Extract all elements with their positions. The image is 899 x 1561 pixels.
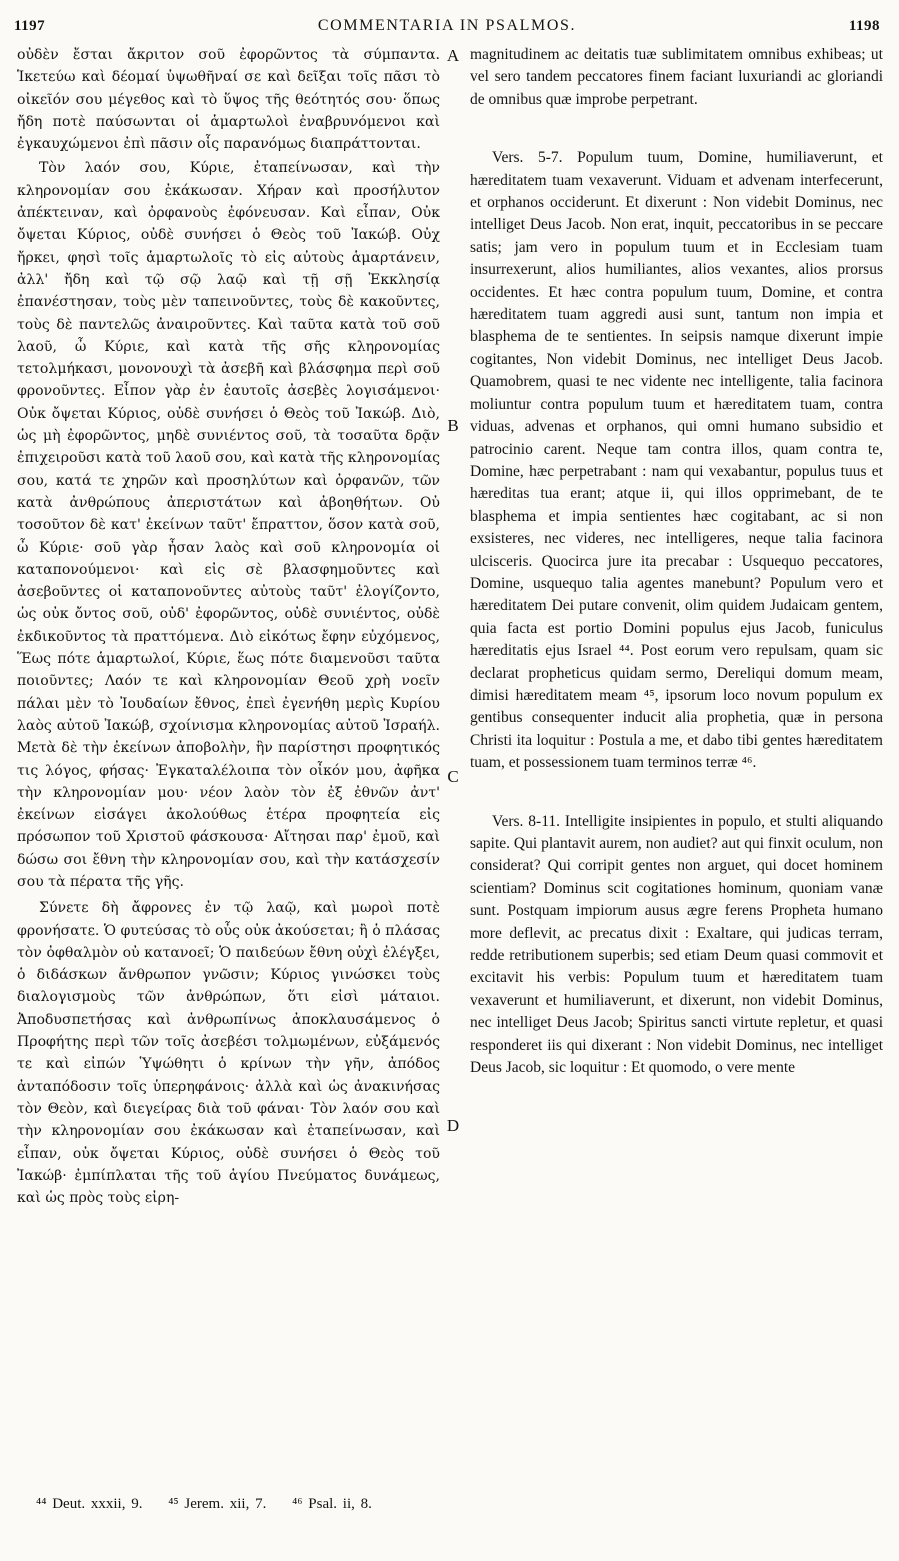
- page-number-right: 1198: [848, 18, 880, 34]
- page-header: [14, 14, 880, 40]
- footnote-44: ⁴⁴ Deut. xxxii, 9.: [36, 1496, 143, 1512]
- footnote-46: ⁴⁶ Psal. ii, 8.: [292, 1496, 372, 1512]
- latin-paragraph-1: magnitudinem ac deitatis tuæ sublimitatem omnibus exhibeas; ut vel sero tandem peccatores finem faciant luxuriandi ac gloriandi de omnibus quæ improbe perpetrant.: [470, 46, 883, 108]
- margin-marker-b: B: [447, 416, 459, 435]
- page-number-left: 1197: [14, 18, 46, 34]
- footnote-45: ⁴⁵ Jerem. xii, 7.: [168, 1496, 267, 1512]
- greek-paragraph-3: Σύνετε δὴ ἄφρονες ἐν τῷ λαῷ, καὶ μωροὶ ποτὲ φρονήσατε. Ὁ φυτεύσας τὸ οὖς οὐκ ἀκούσεται; ἢ ὁ πλάσας τὸν ὀφθαλμὸν οὐ κατανοεῖ; Ὁ παιδεύων ἔθνη οὐχὶ ἐλέγξει, ὁ διδάσκων ἄνθρωπον γνῶσιν; Κύριος γινώσκει τοὺς διαλογισμοὺς τῶν ἀνθρώπων, ὅτι εἰσὶ μάταιοι. Ἀποδυσπετήσας καὶ ἀνθρωπίνως ἀποκλαυσάμενος ὁ Προφήτης περὶ τῶν τοῖς ἀσεβέσι τολμωμένων, εὐξάμενός τε καὶ εἰπών Ὑψώθητι ὁ κρίνων τὴν γῆν, ἀπόδος ἀνταπόδοσιν τοῖς ὑπερηφάνοις· ἀλλὰ καὶ ὡς ἀνακινήσας τὸν Θεὸν, καὶ διεγείρας διὰ τοῦ φάναι· Τὸν λαόν σου καὶ τὴν κληρονομίαν σου ἐκάκωσαν καὶ ἐταπείνωσαν, καὶ εἶπαν, οὐκ ὄψεται Κύριος, οὐδὲ συνήσει ὁ Θεὸς τοῦ Ἰακώβ· ἐμπίπλαται τῆς τοῦ ἁγίου Πνεύματος δυνάμεως, καὶ ὡς πρὸς τοὺς εἰρη-: [17, 900, 440, 1207]
- greek-paragraph-2: Τὸν λαόν σου, Κύριε, ἐταπείνωσαν, καὶ τὴν κληρονομίαν σου ἐκάκωσαν. Χήραν καὶ προσήλυτον ἀπέκτειναν, καὶ ὀρφανοὺς ἐφόνευσαν. Καὶ εἶπαν, Οὐκ ὄψεται Κύριος, οὐδὲ συνήσει ὁ Θεὸς τοῦ Ἰακώβ. Οὐχ ἤρκει, φησὶ τοῖς ἁμαρτωλοῖς τὸ εἰς αὐτοὺς ἁμαρτάνειν, ἀλλ' ἤδη καὶ τῷ σῷ λαῷ καὶ τῇ σῇ Ἐκκλησίᾳ ἐπανέστησαν, τοὺς μὲν ταπεινοῦντες, τοὺς δὲ κακοῦντες, τοὺς δὲ παντελῶς ἀναιροῦντες. Καὶ ταῦτα κατὰ τοῦ σοῦ λαοῦ, ὦ Κύριε, καὶ κατὰ τῆς σῆς κληρονομίας τετολμήκασι, μονονουχὶ τὰ ἀσεβῆ καὶ βλάσφημα περὶ σοῦ φρονοῦντες. Εἶπον γὰρ ἐν ἑαυτοῖς ἀσεβὲς λογισάμενοι· Οὐκ ὄψεται Κύριος, οὐδὲ συνήσει ὁ Θεὸς τοῦ Ἰακώβ. Διὸ, ὡς μὴ ἐφορῶντος, μηδὲ συνιέντος σοῦ, τὰ τοσαῦτα δρᾷν ἐπιχειροῦσι κατὰ τοῦ λαοῦ σου, καὶ κατὰ τῆς κληρονομίας σου, κατά τε χηρῶν καὶ προσηλύτων καὶ ὀρφανῶν, τῶν κατὰ ἀνθρώπους ἀπεριστάτων καὶ ἀβοηθήτων. Οὐ τοσοῦτον δὲ κατ' ἐκείνων ταῦτ' ἔπραττον, ὅσον κατὰ σοῦ, ὦ Κύριε· σοῦ γὰρ ἦσαν λαὸς καὶ σοῦ κληρονομία οἱ καταπονούμενοι· καὶ εἰς σὲ βλασφημοῦντες καὶ ἀσεβοῦντες οἱ καταπονοῦντες αὐτοὺς ταῦτ' ἐλογίζοντο, ὡς οὐκ ὄντος σοῦ, οὐδ' ἐφορῶντος, οὐδὲ συνιέντος, οὐδὲ ἐκδικοῦντος τὰ πραττόμενα. Διὸ εἰκότως ἔφην εὐχόμενος, Ἕως πότε ἁμαρτωλοί, Κύριε, ἕως πότε διαμενοῦσι ταῦτα ποιοῦντες; Λαόν τε καὶ κληρονομίαν Θεοῦ χρὴ νοεῖν πάλαι μὲν τὸ Ἰουδαίων ἔθνος, ἐπεὶ ἐγενήθη μερὶς Κυρίου λαὸς αὐτοῦ Ἰακώβ, σχοίνισμα κληρονομίας αὐτοῦ Ἰσραήλ. Μετὰ δὲ τὴν ἐκείνων ἀποβολὴν, ἣν παρίστησι προφητικός τις λόγος, φήσας· Ἐγκαταλέλοιπα τὸν οἶκόν μου, ἀφῆκα τὴν κληρονομίαν μου· νέον λαὸν τὸν ἐξ ἐθνῶν ἀντ' ἐκείνων εἰσάγει ἀκολούθως ἑτέρα προφητεία εἰς πρόσωπον τοῦ Χριστοῦ φάσκουσα· Αἴτησαι παρ' ἐμοῦ, καὶ δώσω σοι ἔθνη τὴν κληρονομίαν σου, καὶ τὴν κατάσχεσίν σου τὰ πέρατα τῆς γῆς.: [17, 160, 440, 890]
- margin-marker-a: A: [446, 46, 460, 65]
- running-title: COMMENTARIA IN PSALMOS.: [317, 17, 577, 34]
- footnotes: [36, 1496, 392, 1513]
- margin-marker-d: D: [446, 1116, 460, 1135]
- latin-paragraph-3: Vers. 8-11. Intelligite insipientes in populo, et stulti aliquando sapite. Qui plantavit aurem, non audiet? aut qui finxit oculum, non considerat? Qui corripit gentes non arguet, qui docet hominem scientiam? Dominus scit cogitationes hominum, quoniam vanæ sunt. Postquam impiorum ausus ægre ferens Propheta humano more deflevit, ac precatus dixit : Exaltare, qui judicas terram, redde retributionem superbis; sed etiam Deum quasi commovit et excitavit his verbis: Populum tuum et hæreditatem tuam vexaverunt et humiliaverunt, et dixerunt, non videbit Dominus, nec intelliget Deus Jacob; Spiritus sancti virtute repletur, et quasi responderet iis qui dixerant : Non videbit Dominus, nec intelliget Deus Jacob, sic loquitur : Et quomodo, o vere mente: [470, 812, 883, 1077]
- margin-marker-c: C: [447, 767, 459, 786]
- latin-paragraph-2: Vers. 5-7. Populum tuum, Domine, humiliaverunt, et hæreditatem tuam vexaverunt. Viduam et advenam interfecerunt, et orphanos occiderunt. Et dixerunt : Non videbit Dominus, nec intelliget Deus Jacob. Non erat, inquit, peccatoribus in se peccare satis; jam vero in populum tuum et in Ecclesiam tuam insurrexerunt, alios humiliantes, alios vexantes, alios prorsus occidentes. Et hæc contra populum tuum, Domine, et contra hæreditatem tuam aggredi ausi sunt, tantum non impia et blasphema de te sentientes. In seipsis namque dixerunt impie cogitantes, Non videbit Dominus, nec intelliget Deus Jacob. Quamobrem, quasi te nec vidente nec intelligente, talia facinora moliuntur contra populum tuum et hæreditatem tuam, contra viduas, advenas et orphanos, qui omni humano subsidio et patrocinio carent. Neque tam contra illos, quam contra te, Domine, hæc perpetrabant : nam qui vexabantur, populus tuus et hæreditas tua erant; atque ii, qui illos opprimebant, de te blasphema et impia sentientes hæc cogitabant, ac si non exsisteres, nec videres, nec intelligeres, neque talia facinora ulcisceris. Quocirca jure ita precabar : Usquequo peccatores, Domine, usquequo talia agentes manebunt? Populum vero et hæreditatem Dei putare convenit, olim quidem Judaicam gentem, quia facta est portio Domini populus ejus Jacob, funiculus hæreditatis ejus Israel ⁴⁴. Post eorum vero repulsam, quam sic declarat propheticus quidam sermo, Dereliqui domum meam, dimisi hæreditatem meam ⁴⁵, ipsorum loco novum populum ex gentibus consequenter inducit alia prophetia, quæ in persona Christi ita loquitur : Postula a me, et dabo tibi gentes hæreditatem tuam, et possessionem tuam terminos terræ ⁴⁶.: [470, 149, 883, 772]
- greek-paragraph-1: οὐδὲν ἔσται ἄκριτον σοῦ ἐφορῶντος τὰ σύμπαντα. Ἱκετεύω καὶ δέομαί ὑψωθῆναί σε καὶ δεῖξαι τοῖς πᾶσι τὸ οἰκεῖόν σου μέγεθος καὶ τὸ ὕψος τῆς θεότητός σου· ὅπως ἤδη ποτὲ παύσωνται οἱ ἁμαρτωλοὶ ἐναβρυνόμενοι καὶ ἐγκαυχώμενοι ἐπὶ πᾶσιν οἷς παρανόμως διαπράττονται.: [17, 47, 440, 153]
- greek-column: [17, 44, 440, 1209]
- latin-column: [470, 44, 883, 1079]
